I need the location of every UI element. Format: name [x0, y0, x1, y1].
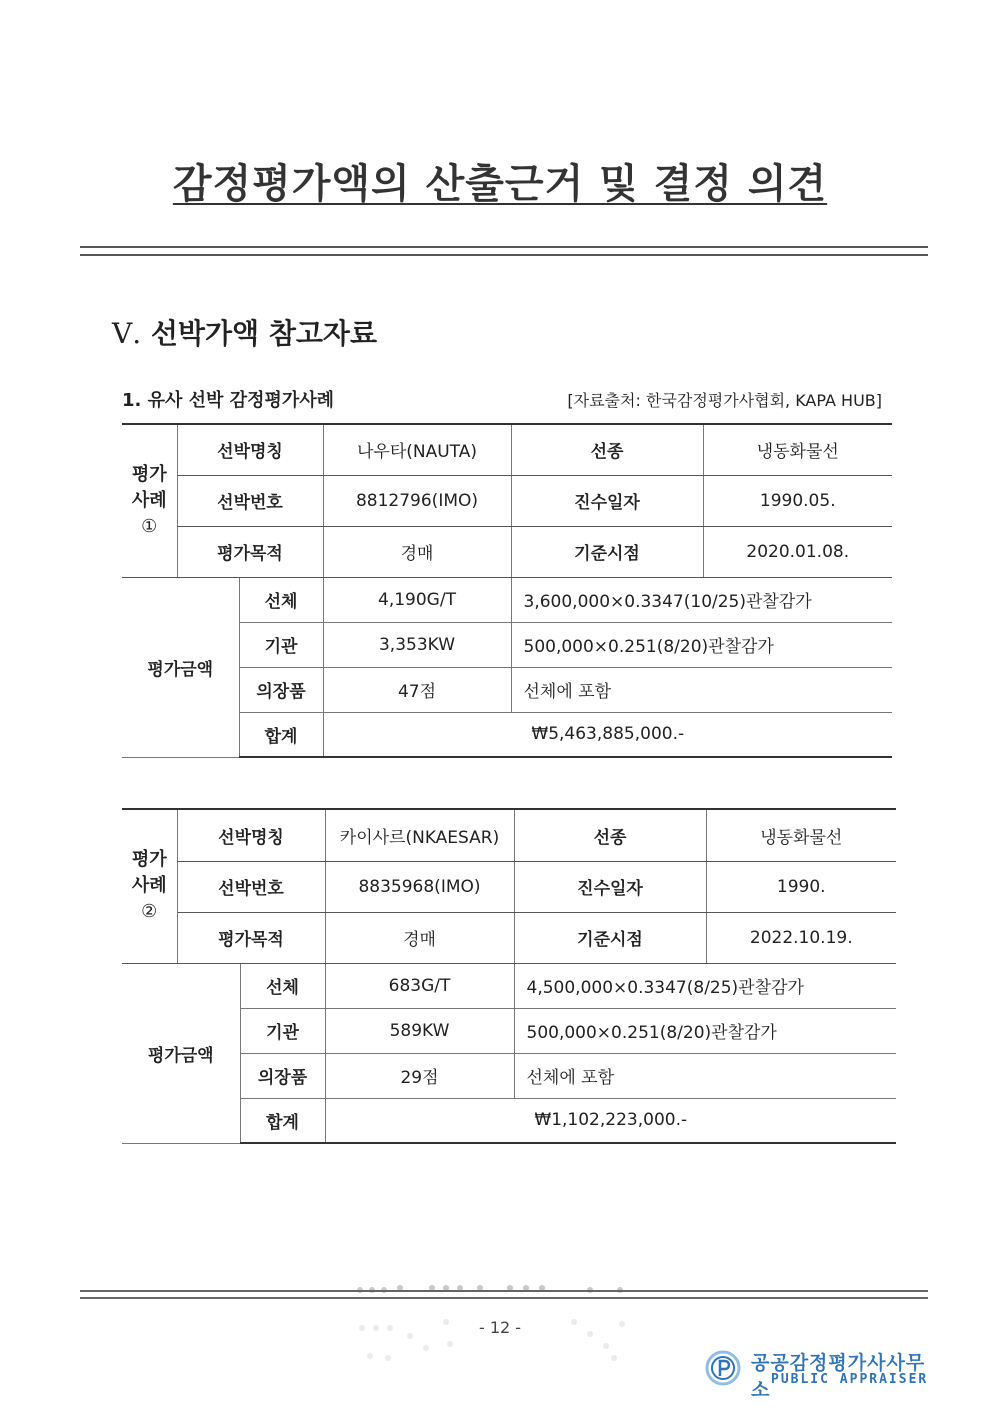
engine-label: 기관 [239, 622, 323, 667]
top-double-rule [80, 246, 928, 256]
equipment-qty: 29점 [325, 1053, 514, 1098]
amount-label: 평가금액 [122, 577, 239, 757]
bottom-double-rule [80, 1290, 928, 1299]
launch-date-label: 진수일자 [514, 861, 706, 912]
equipment-label: 의장품 [240, 1053, 325, 1098]
launch-date-value: 1990. [706, 861, 896, 912]
ship-type-label: 선종 [511, 424, 703, 475]
page-title: 감정평가액의 산출근거 및 결정 의견 [172, 161, 828, 207]
logo-english-name: PUBLIC APPRAISER [771, 1372, 929, 1387]
hull-qty: 683G/T [325, 963, 514, 1008]
purpose-label: 평가목적 [177, 526, 323, 577]
section-title: 선박가액 참고자료 [150, 317, 378, 350]
case-label: 평가 사례 ① [122, 424, 177, 577]
appraisal-case-table-1 [122, 423, 892, 758]
logo-korean-name: 공공감정평가사사무소 [751, 1352, 926, 1401]
public-appraiser-logo [705, 1346, 935, 1401]
ship-number-label: 선박번호 [177, 475, 323, 526]
base-date-label: 기준시점 [511, 526, 703, 577]
hull-calc: 4,500,000×0.3347(8/25)관찰감가 [514, 963, 896, 1008]
engine-calc: 500,000×0.251(8/20)관찰감가 [511, 622, 892, 667]
ship-type-value: 냉동화물선 [706, 809, 896, 861]
amount-label: 평가금액 [122, 963, 240, 1143]
equipment-calc: 선체에 포함 [514, 1053, 896, 1098]
ship-name-value: 나우타(NAUTA) [323, 424, 511, 475]
ship-number-label: 선박번호 [177, 861, 325, 912]
hull-label: 선체 [239, 577, 323, 622]
purpose-value: 경매 [325, 912, 514, 963]
equipment-label: 의장품 [239, 667, 323, 712]
engine-qty: 589KW [325, 1008, 514, 1053]
source-note: [자료출처: 한국감정평가사협회, KAPA HUB] [567, 391, 882, 410]
base-date-label: 기준시점 [514, 912, 706, 963]
total-label: 합계 [239, 712, 323, 757]
ship-number-value: 8835968(IMO) [325, 861, 514, 912]
base-date-value: 2022.10.19. [706, 912, 896, 963]
total-value: ₩5,463,885,000.- [323, 712, 892, 757]
purpose-value: 경매 [323, 526, 511, 577]
engine-label: 기관 [240, 1008, 325, 1053]
subsection-title: 1. 유사 선박 감정평가사례 [122, 390, 335, 411]
launch-date-value: 1990.05. [703, 475, 892, 526]
page-number: - 12 - [478, 1318, 522, 1337]
engine-qty: 3,353KW [323, 622, 511, 667]
equipment-qty: 47점 [323, 667, 511, 712]
p-circle-logo-icon [705, 1350, 741, 1386]
total-label: 합계 [240, 1098, 325, 1143]
hull-qty: 4,190G/T [323, 577, 511, 622]
ship-type-value: 냉동화물선 [703, 424, 892, 475]
ship-name-value: 카이사르(NKAESAR) [325, 809, 514, 861]
purpose-label: 평가목적 [177, 912, 325, 963]
equipment-calc: 선체에 포함 [511, 667, 892, 712]
engine-calc: 500,000×0.251(8/20)관찰감가 [514, 1008, 896, 1053]
ship-type-label: 선종 [514, 809, 706, 861]
section-heading [112, 312, 377, 352]
ship-name-label: 선박명칭 [177, 424, 323, 475]
total-value: ₩1,102,223,000.- [325, 1098, 896, 1143]
hull-calc: 3,600,000×0.3347(10/25)관찰감가 [511, 577, 892, 622]
section-number: Ⅴ. [112, 317, 142, 350]
case-label: 평가 사례 ② [122, 809, 177, 963]
base-date-value: 2020.01.08. [703, 526, 892, 577]
ship-number-value: 8812796(IMO) [323, 475, 511, 526]
launch-date-label: 진수일자 [511, 475, 703, 526]
hull-label: 선체 [240, 963, 325, 1008]
ship-name-label: 선박명칭 [177, 809, 325, 861]
appraisal-case-table-2 [122, 808, 896, 1144]
